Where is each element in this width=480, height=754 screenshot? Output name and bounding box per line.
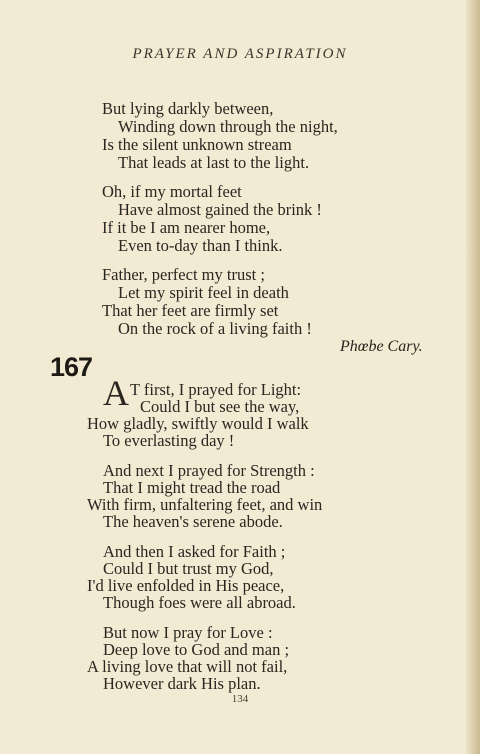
poem-line: Could I but trust my God,	[103, 559, 274, 578]
poem-line: A living love that will not fail,	[87, 657, 288, 676]
poem-line: Have almost gained the brink !	[118, 200, 322, 219]
poem-line: Deep love to God and man ;	[103, 640, 290, 659]
attribution: Phœbe Cary.	[340, 338, 423, 355]
poem-line: That her feet are firmly set	[102, 301, 279, 320]
poem-line: I'd live enfolded in His peace,	[87, 576, 285, 595]
poem-line: But lying darkly between,	[102, 99, 274, 118]
poem-line: Though foes were all abroad.	[103, 593, 296, 612]
poem-line: Even to-day than I think.	[118, 236, 283, 255]
poem-line: Is the silent unknown stream	[102, 135, 292, 154]
page-spine-edge	[466, 0, 480, 754]
poem-line: That I might tread the road	[103, 478, 281, 497]
poem-line: To everlasting day !	[103, 431, 235, 450]
poem-line: That leads at last to the light.	[118, 153, 310, 172]
poem-line: And then I asked for Faith ;	[103, 542, 286, 561]
poem-line: T first, I prayed for Light:	[130, 380, 302, 399]
page-number: 134	[231, 693, 249, 705]
poem-line: And next I prayed for Strength :	[103, 461, 315, 480]
poem-line: Could I but see the way,	[140, 397, 300, 416]
poem-line: With firm, unfaltering feet, and win	[87, 495, 323, 514]
poem-line: If it be I am nearer home,	[102, 218, 271, 237]
poem-line: Let my spirit feel in death	[118, 283, 289, 302]
poem-line: Winding down through the night,	[118, 117, 338, 136]
poem-line: But now I pray for Love :	[103, 623, 273, 642]
poem-line: The heaven's serene abode.	[103, 512, 283, 531]
poem-line: How gladly, swiftly would I walk	[87, 414, 309, 433]
poem-line: Father, perfect my trust ;	[102, 265, 265, 284]
hymn-number: 167	[50, 352, 93, 382]
poem-line: However dark His plan.	[103, 674, 261, 693]
drop-cap: A	[103, 373, 129, 413]
poem-line: On the rock of a living faith !	[118, 319, 312, 338]
poem-line: Oh, if my mortal feet	[102, 182, 242, 201]
running-header: PRAYER AND ASPIRATION	[132, 46, 348, 62]
